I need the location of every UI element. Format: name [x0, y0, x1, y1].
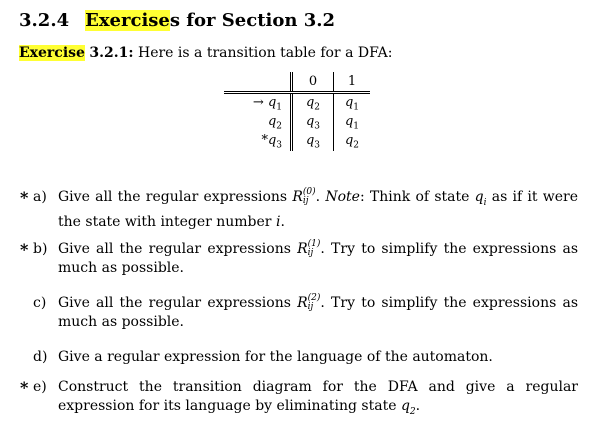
- item-letter: b): [33, 241, 48, 257]
- section-heading: [19, 10, 335, 31]
- star-icon: *: [20, 240, 29, 259]
- note-label: Note: [325, 189, 360, 205]
- transition-cell: $q_2$: [334, 132, 371, 151]
- r-symbol: R: [297, 295, 308, 311]
- transition-cell: $q_1$: [334, 93, 371, 114]
- item-text: [58, 188, 578, 232]
- section-title-highlight: Exercise: [85, 10, 170, 31]
- state-name: $q_1$: [267, 94, 282, 113]
- item-post: . Try to simplify the expressions as much as possible.: [58, 295, 579, 330]
- item-post: as if it were the state with integer number: [58, 189, 579, 230]
- start-arrow-icon: →: [252, 94, 264, 110]
- item-pre: Give all the regular expressions: [58, 241, 291, 257]
- superscript: (0): [302, 187, 316, 197]
- state-name: $q_3$: [267, 132, 282, 151]
- state-name: $q_2$: [267, 113, 282, 132]
- table-corner: [224, 72, 292, 93]
- r-symbol: R: [292, 189, 303, 205]
- star-icon: *: [20, 188, 29, 207]
- item-end: .: [280, 213, 285, 230]
- state-cell: [224, 93, 292, 114]
- table-row: [224, 113, 370, 132]
- item-pre: Construct the transition diagram for the DFA and give a regular expression for its language by eliminating state: [58, 379, 578, 414]
- transition-cell: $q_3$: [292, 113, 334, 132]
- state-cell: [224, 113, 292, 132]
- exercise-colon: :: [128, 45, 134, 61]
- section-title-rest: s for Section 3.2: [169, 10, 336, 31]
- state-cell: [224, 132, 292, 151]
- accepting-star-icon: *: [261, 132, 268, 148]
- item-letter: c): [33, 295, 47, 311]
- section-number: 3.2.4: [19, 10, 70, 31]
- subscript: ij: [307, 302, 314, 312]
- r-symbol: R: [297, 241, 308, 257]
- item-text: [58, 294, 578, 332]
- superscript: (1): [307, 239, 321, 249]
- superscript: (2): [307, 293, 321, 303]
- item-end: .: [415, 398, 421, 414]
- item-post: . Try to simplify the expressions as much as possible.: [58, 241, 579, 276]
- exercise-label: Exercise: [19, 45, 85, 61]
- item-letter: a): [33, 189, 47, 205]
- transition-table: [224, 72, 370, 151]
- q-symbol: q: [474, 189, 484, 205]
- transition-cell: $q_1$: [334, 113, 371, 132]
- table-row: [224, 132, 370, 151]
- item-letter: e): [33, 379, 47, 395]
- subscript: i: [483, 197, 487, 208]
- subscript: ij: [302, 196, 309, 206]
- exercise-intro: [19, 45, 392, 61]
- item-text: Give a regular expression for the language of the automaton.: [58, 349, 493, 365]
- item-letter: d): [33, 349, 48, 365]
- i-symbol: i: [275, 213, 281, 230]
- table-header-row: [224, 72, 370, 93]
- item-post: .: [315, 189, 326, 205]
- item-text: [58, 378, 578, 422]
- exercise-number: 3.2.1: [89, 45, 129, 61]
- transition-cell: $q_2$: [292, 93, 334, 114]
- table-header-0: 0: [292, 72, 334, 93]
- table-row: [224, 93, 370, 114]
- item-pre: Give all the regular expressions: [58, 189, 288, 205]
- item-text: [58, 240, 578, 278]
- item-pre: Give all the regular expressions: [58, 295, 291, 311]
- q-symbol: q: [400, 398, 410, 414]
- exercise-intro-text: Here is a transition table for a DFA:: [138, 45, 393, 61]
- star-icon: *: [20, 378, 29, 397]
- subscript: 2: [409, 406, 416, 417]
- item-post: : Think of state: [359, 189, 475, 205]
- transition-cell: $q_3$: [292, 132, 334, 151]
- subscript: ij: [307, 248, 314, 258]
- table-header-1: 1: [334, 72, 371, 93]
